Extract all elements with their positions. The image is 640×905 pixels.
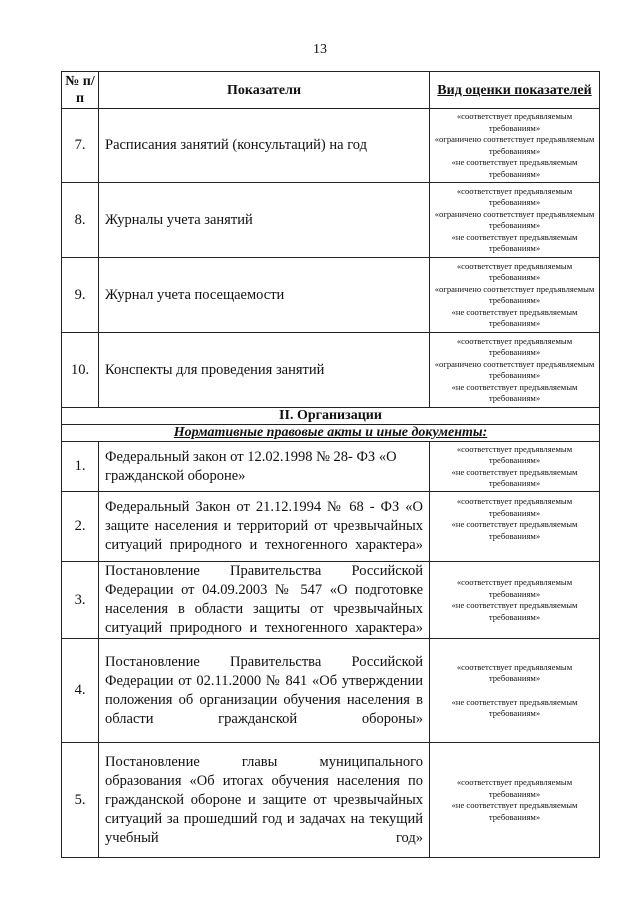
table-row <box>62 562 600 639</box>
table-row <box>62 333 600 408</box>
row-indicator: Расписания занятий (консультаций) на год <box>99 109 430 183</box>
section-row <box>62 408 600 425</box>
row-indicator: Постановление Правительства Российской Федерации от 04.09.2003 № 547 «О подготовке населения в области защиты от чрезвычайных ситуаций природного и техногенного характера» <box>99 562 430 639</box>
row-assessment: «соответствует предъявляемым требованиям» «ограничено соответствует предъявляемым требованиям» «не соответствует предъявляемым требованиям» <box>430 109 600 183</box>
section-title: II. Организации <box>62 408 600 425</box>
table-row <box>62 183 600 258</box>
row-indicator: Постановление Правительства Российской Федерации от 02.11.2000 № 841 «Об утверждении положения об организации обучения населения в области гражданской обороны» <box>99 639 430 743</box>
row-indicator: Федеральный закон от 12.02.1998 № 28- ФЗ «О гражданской обороне» <box>99 442 430 492</box>
row-number: 2. <box>62 492 99 562</box>
subsection-row <box>62 425 600 442</box>
row-number: 9. <box>62 258 99 333</box>
table-row <box>62 743 600 858</box>
header-indicators: Показатели <box>99 72 430 109</box>
row-number: 7. <box>62 109 99 183</box>
row-number: 4. <box>62 639 99 743</box>
table-row <box>62 258 600 333</box>
row-assessment: «соответствует предъявляемым требованиям» «не соответствует предъявляемым требованиям» <box>430 562 600 639</box>
row-indicator: Федеральный Закон от 21.12.1994 № 68 - ФЗ «О защите населения и территорий от чрезвычайных ситуаций природного и техногенного характера» <box>99 492 430 562</box>
page-number: 13 <box>313 42 327 57</box>
table-row <box>62 639 600 743</box>
table-row <box>62 442 600 492</box>
row-number: 8. <box>62 183 99 258</box>
table-row <box>62 492 600 562</box>
header-num: № п/п <box>62 72 99 109</box>
header-assessment: Вид оценки показателей <box>430 72 600 109</box>
row-number: 5. <box>62 743 99 858</box>
assessment-table <box>61 71 600 858</box>
row-assessment: «соответствует предъявляемым требованиям» «не соответствует предъявляемым требованиям» <box>430 442 600 492</box>
row-indicator: Конспекты для проведения занятий <box>99 333 430 408</box>
row-indicator: Постановление главы муниципального образования «Об итогах обучения населения по гражданской обороне и защите от чрезвычайных ситуаций за прошедший год и задачах на текущий учебный год» <box>99 743 430 858</box>
row-assessment: «соответствует предъявляемым требованиям» «ограничено соответствует предъявляемым требованиям» «не соответствует предъявляемым требованиям» <box>430 183 600 258</box>
row-indicator: Журнал учета посещаемости <box>99 258 430 333</box>
row-assessment: «соответствует предъявляемым требованиям» «не соответствует предъявляемым требованиям» <box>430 639 600 743</box>
table-header-row <box>62 72 600 109</box>
row-assessment: «соответствует предъявляемым требованиям» «ограничено соответствует предъявляемым требованиям» «не соответствует предъявляемым требованиям» <box>430 333 600 408</box>
row-assessment: «соответствует предъявляемым требованиям» «не соответствует предъявляемым требованиям» <box>430 492 600 562</box>
table-row <box>62 109 600 183</box>
row-assessment: «соответствует предъявляемым требованиям» «не соответствует предъявляемым требованиям» <box>430 743 600 858</box>
subsection-title: Нормативные правовые акты и иные документы: <box>62 425 600 442</box>
row-number: 3. <box>62 562 99 639</box>
row-number: 10. <box>62 333 99 408</box>
row-assessment: «соответствует предъявляемым требованиям» «ограничено соответствует предъявляемым требованиям» «не соответствует предъявляемым требованиям» <box>430 258 600 333</box>
row-indicator: Журналы учета занятий <box>99 183 430 258</box>
row-number: 1. <box>62 442 99 492</box>
